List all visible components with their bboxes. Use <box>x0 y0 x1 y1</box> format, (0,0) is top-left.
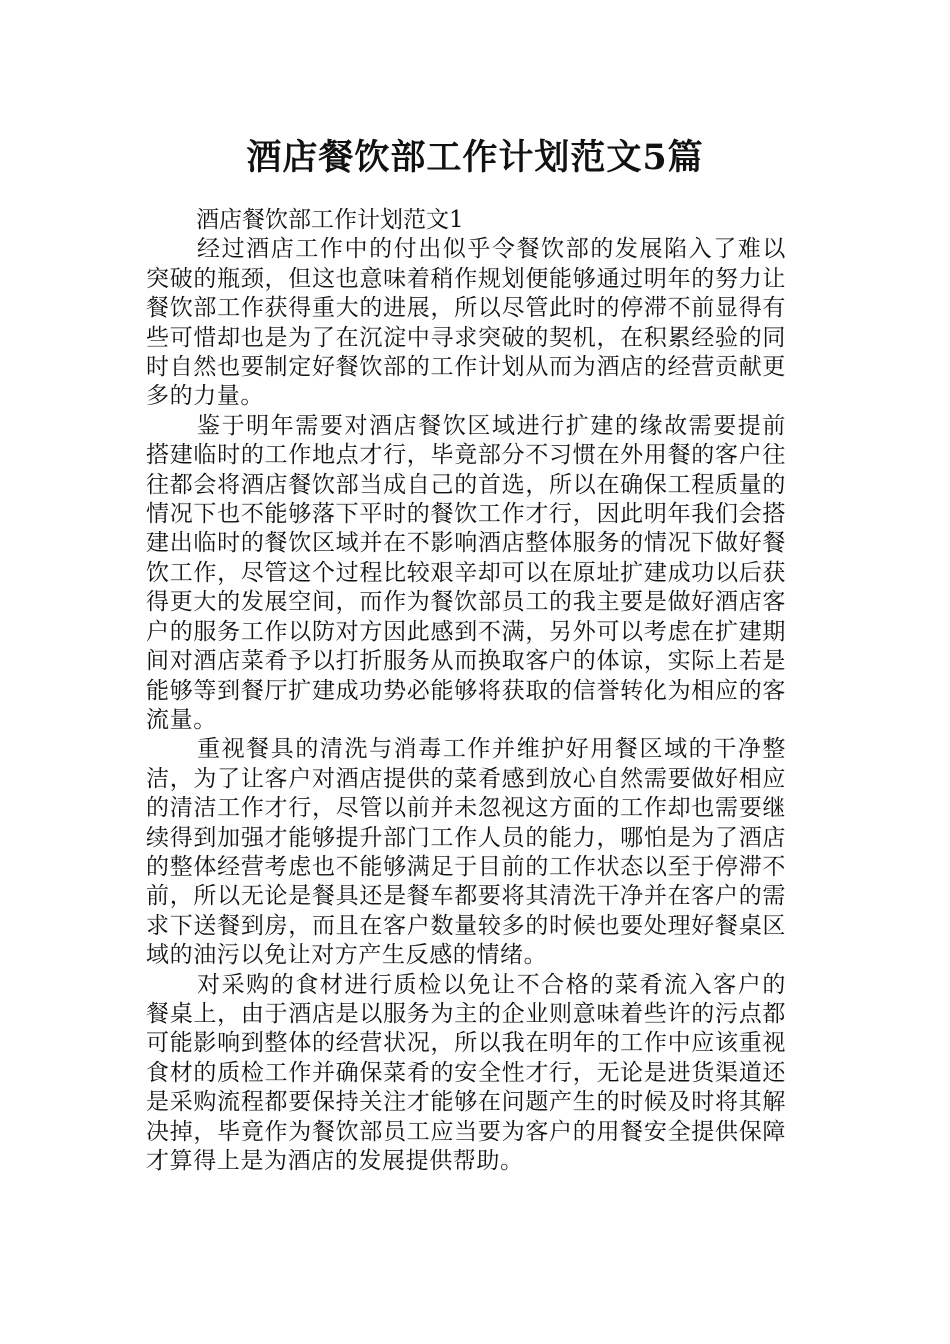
paragraph-1: 经过酒店工作中的付出似乎令餐饮部的发展陷入了难以突破的瓶颈，但这也意味着稍作规划便能够通过明年的努力让餐饮部工作获得重大的进展，所以尽管此时的停滞不前显得有些可惜却也是为了在沉淀中寻求突破的契机，在积累经验的同时自然也要制定好餐饮部的工作计划从而为酒店的经营贡献更多的力量。 <box>146 236 786 410</box>
document-title: 酒店餐饮部工作计划范文5篇 <box>246 137 704 178</box>
paragraph-2: 鉴于明年需要对酒店餐饮区域进行扩建的缘故需要提前搭建临时的工作地点才行，毕竟部分不习惯在外用餐的客户往往都会将酒店餐饮部当成自己的首选，所以在确保工程质量的情况下也不能够落下平时的餐饮工作才行，因此明年我们会搭建出临时的餐饮区域并在不影响酒店整体服务的情况下做好餐饮工作，尽管这个过程比较艰辛却可以在原址扩建成功以后获得更大的发展空间，而作为餐饮部员工的我主要是做好酒店客户的服务工作以防对方因此感到不满，另外可以考虑在扩建期间对酒店菜肴予以打折服务从而换取客户的体谅，实际上若是能够等到餐厅扩建成功势必能够将获取的信誉转化为相应的客流量。 <box>146 412 786 733</box>
document-body <box>146 206 786 1176</box>
paragraph-4: 对采购的食材进行质检以免让不合格的菜肴流入客户的餐桌上，由于酒店是以服务为主的企业则意味着些许的污点都可能影响到整体的经营状况，所以我在明年的工作中应该重视食材的质检工作并确保菜肴的安全性才行，无论是进货渠道还是采购流程都要保持关注才能够在问题产生的时候及时将其解决掉，毕竟作为餐饮部员工应当要为客户的用餐安全提供保障才算得上是为酒店的发展提供帮助。 <box>146 971 786 1174</box>
paragraph-3: 重视餐具的清洗与消毒工作并维护好用餐区域的干净整洁，为了让客户对酒店提供的菜肴感到放心自然需要做好相应的清洁工作才行，尽管以前并未忽视这方面的工作却也需要继续得到加强才能够提升部门工作人员的能力，哪怕是为了酒店的整体经营考虑也不能够满足于目前的工作状态以至于停滞不前，所以无论是餐具还是餐车都要将其清洗干净并在客户的需求下送餐到房，而且在客户数量较多的时候也要处理好餐桌区域的油污以免让对方产生反感的情绪。 <box>146 736 786 969</box>
section-heading: 酒店餐饮部工作计划范文1 <box>196 207 464 233</box>
